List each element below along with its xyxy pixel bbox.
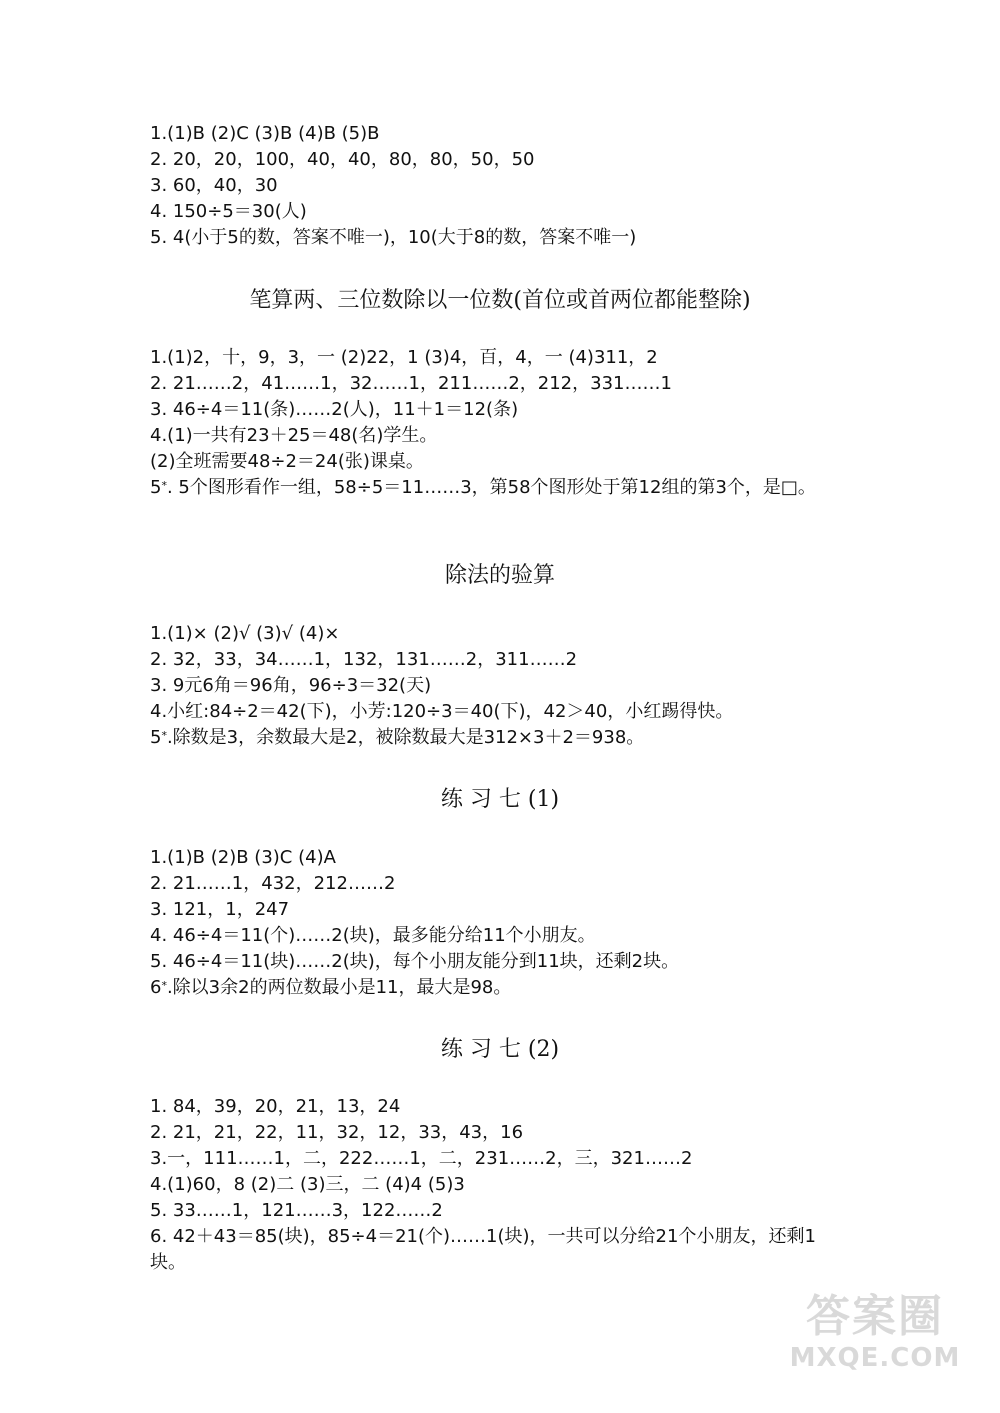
answer-line: 3. 121，1，247 [150,899,290,920]
answer-line: (2)全班需要48÷2＝24(张)课桌。 [150,451,424,472]
answer-line: 2. 32，33，34……1，132，131……2，311……2 [150,649,578,670]
answer-line: 1.(1)× (2)√ (3)√ (4)× [150,623,340,644]
answer-line: 3.一，111……1，二，222……1，二，231……2，三，321……2 [150,1148,693,1169]
section-exercise-7-2 [150,1094,850,1276]
answer-line-bonus [150,975,850,1001]
answer-line: 6. 42＋43＝85(块)，85÷4＝21(个)……1(块)，一共可以分给21个小朋友，还剩1块。 [150,1226,816,1273]
watermark-bottom-text: MXQE.COM [789,1343,961,1373]
answer-line: 3. 46÷4＝11(条)……2(人)，11＋1＝12(条) [150,399,519,420]
star-mark: * [161,729,167,742]
answer-line: 1.(1)B (2)C (3)B (4)B (5)B [150,123,380,144]
section-title: 除法的验算 [444,563,555,588]
question-number: 5 [150,727,162,748]
section-title: 练 习 七 (1) [440,787,560,812]
answer-line: 2. 21……1，432，212……2 [150,873,396,894]
answer-text: . 5个图形看作一组，58÷5＝11……3，第58个图形处于第12组的第3个，是□。 [166,477,816,498]
section-title: 笔算两、三位数除以一位数(首位或首两位都能整除) [249,288,751,313]
question-number: 5 [150,477,162,498]
answer-line: 5. 33……1，121……3，122……2 [150,1200,443,1221]
section-title: 练 习 七 (2) [440,1037,560,1062]
question-number: 6 [150,977,162,998]
section-written-division [150,345,850,501]
watermark-top-text: 答案圈 [806,1291,944,1342]
section-exercise-7-1 [150,845,850,1001]
answer-line: 2. 20，20，100，40，40，80，80，50，50 [150,149,535,170]
answer-line: 1.(1)2，十，9，3，一 (2)22，1 (3)4，百，4，一 (4)311，2 [150,347,658,368]
answer-line-bonus [150,725,850,751]
answer-line: 2. 21……2，41……1，32……1，211……2，212，331……1 [150,373,672,394]
answer-line: 1. 84，39，20，21，13，24 [150,1096,401,1117]
answer-line: 1.(1)B (2)B (3)C (4)A [150,847,336,868]
answer-line: 3. 60，40，30 [150,175,278,196]
section-division-check [150,621,850,751]
star-mark: * [161,979,167,992]
watermark-logo [780,1291,970,1391]
answer-line: 4.(1)一共有23＋25＝48(名)学生。 [150,425,438,446]
star-mark: * [161,479,167,492]
answer-text: .除以3余2的两位数最小是11，最大是98。 [166,977,512,998]
answer-line: 3. 9元6角＝96角，96÷3＝32(天) [150,675,432,696]
answer-line: 4. 46÷4＝11(个)……2(块)，最多能分给11个小朋友。 [150,925,596,946]
answer-line: 2. 21，21，22，11，32，12，33，43，16 [150,1122,524,1143]
answer-line-bonus [150,475,850,501]
answer-line: 4.(1)60，8 (2)二 (3)三，二 (4)4 (5)3 [150,1174,465,1195]
answer-text: .除数是3，余数最大是2，被除数最大是312×3＋2＝938。 [166,727,645,748]
answer-line: 4. 150÷5＝30(人) [150,201,307,222]
answer-line: 5. 4(小于5的数，答案不唯一)，10(大于8的数，答案不唯一) [150,227,637,248]
answer-line: 5. 46÷4＝11(块)……2(块)，每个小朋友能分到11块，还剩2块。 [150,951,680,972]
section-intro-answers [150,121,850,251]
answer-line: 4.小红:84÷2＝42(下)，小芳:120÷3＝40(下)，42＞40，小红踢得快。 [150,701,734,722]
